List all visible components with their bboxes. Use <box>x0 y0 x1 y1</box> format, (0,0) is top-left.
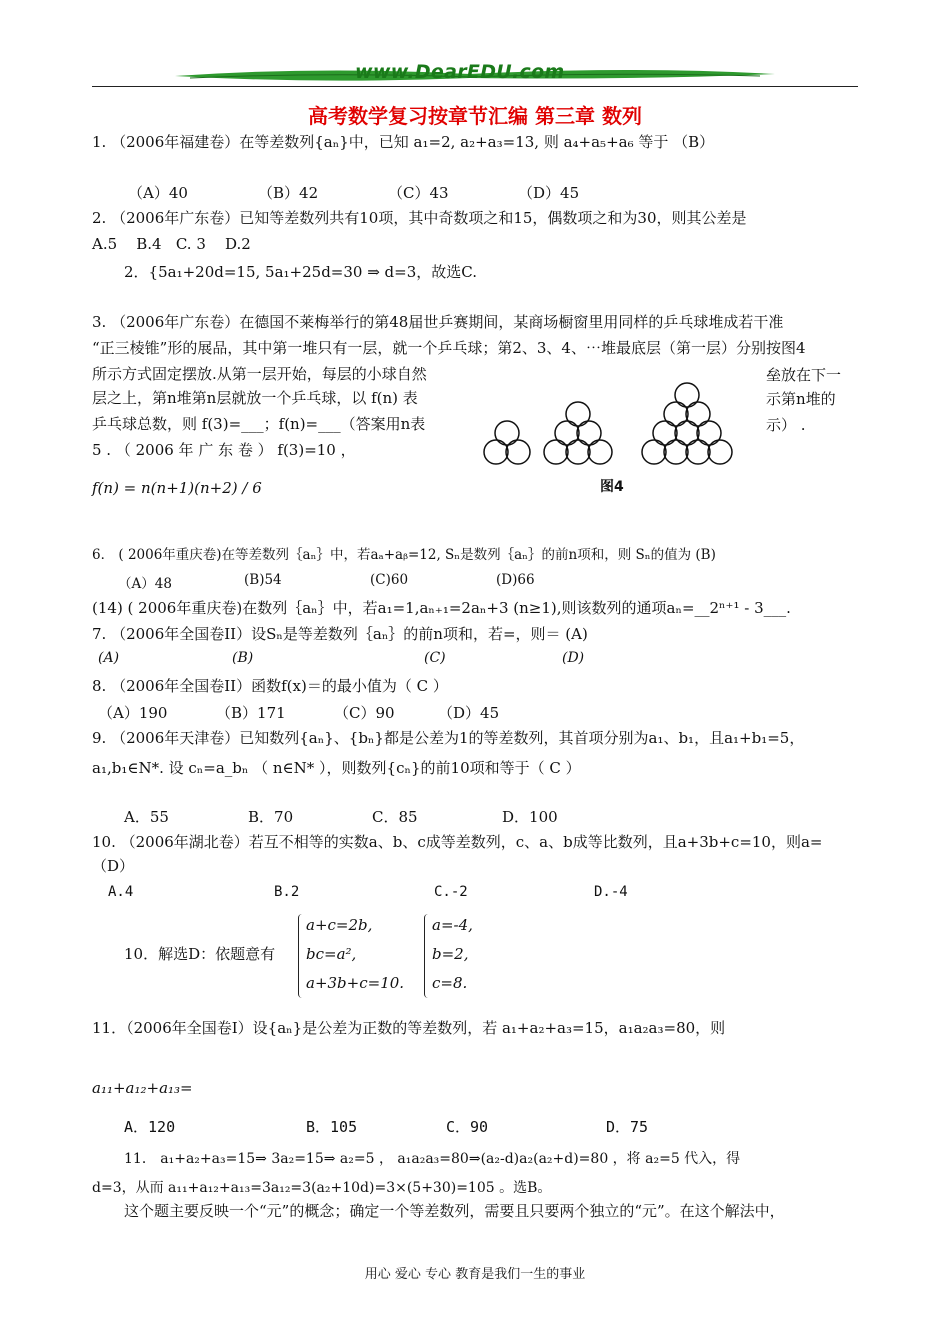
q11-option-d: D．75 <box>606 1118 649 1136</box>
q8-option-b: （B）171 <box>216 704 286 722</box>
q11-solution-2: d=3，从而 a₁₁+a₁₂+a₁₃=3a₁₂=3(a₂+10d)=3×(5+30)=105 。选B。 <box>92 1180 552 1196</box>
q9-option-a: A．55 <box>124 808 169 826</box>
q1-option-b: （B）42 <box>258 184 319 202</box>
q14-stem: (14) ( 2006年重庆卷)在数列｛aₙ｝中，若a₁=1,aₙ₊₁=2aₙ+3 (n≥1),则该数列的通项aₙ=__2ⁿ⁺¹ - 3___. <box>92 599 791 617</box>
header-rule <box>92 86 858 87</box>
q7-option-c: (C) <box>424 650 446 666</box>
q10-option-c: C.-2 <box>434 884 468 900</box>
q10-option-a: A.4 <box>108 884 134 900</box>
q7-stem: 7. （2006年全国卷II）设Sₙ是等差数列｛aₙ｝的前n项和，若=，则＝ (A) <box>92 625 588 643</box>
q10-brace-right <box>424 914 431 998</box>
q10-system-eq-1: a+c=2b, <box>306 916 373 934</box>
q9-option-c: C．85 <box>372 808 418 826</box>
page-footer: 用心 爱心 专心 教育是我们一生的事业 <box>364 1267 586 1282</box>
q8-option-d: （D）45 <box>438 704 500 722</box>
q2-solution: 2．{5a₁+20d=15, 5a₁+25d=30 ⇒ d=3，故选C. <box>124 263 477 281</box>
q11-option-c: C．90 <box>446 1118 489 1136</box>
q10-option-b: B.2 <box>274 884 300 900</box>
q1-option-a: （A）40 <box>128 184 188 202</box>
q11-stem: 11．（2006年全国卷Ⅰ）设{aₙ}是公差为正数的等差数列，若 a₁+a₂+a₃=15，a₁a₂a₃=80，则 <box>92 1019 726 1037</box>
q1-stem: 1. （2006年福建卷）在等差数列{aₙ}中，已知 a₁=2, a₂+a₃=13, 则 a₄+a₅+a₆ 等于 （B） <box>92 133 715 151</box>
q10-answer: （D） <box>92 857 135 875</box>
page-title: 高考数学复习按章节汇编 第三章 数列 <box>308 104 642 128</box>
q2-stem: 2. （2006年广东卷）已知等差数列共有10项，其中奇数项之和15，偶数项之和为30，则其公差是 <box>92 209 747 227</box>
q11-solution-1: 11． a₁+a₂+a₃=15⇒ 3a₂=15⇒ a₂=5 ， a₁a₂a₃=80⇒(a₂-d)a₂(a₂+d)=80 ，将 a₂=5 代入，得 <box>124 1151 741 1167</box>
q11-stem-2: a₁₁+a₁₂+a₁₃= <box>92 1079 193 1097</box>
q9-line-2: a₁,b₁∈N*. 设 cₙ=a_bₙ （ n∈N* ），则数列{cₙ}的前10项和等于（ C ） <box>92 759 581 777</box>
q6-stem: 6． ( 2006年重庆卷)在等差数列｛aₙ｝中，若aₐ+aᵦ=12, Sₙ是数列｛aₙ｝的前n项和，则 Sₙ的值为 (B) <box>92 547 716 563</box>
q1-option-d: （D）45 <box>518 184 580 202</box>
ping-pong-stack-figure <box>478 364 758 494</box>
q11-option-b: B．105 <box>306 1118 358 1136</box>
q10-option-d: D.-4 <box>594 884 628 900</box>
q6-option-c: (C)60 <box>370 572 409 588</box>
q7-option-a: (A) <box>98 650 120 666</box>
q3-line-6: 5 . （ 2006 年 广 东 卷 ） f(3)=10 ， <box>92 441 356 459</box>
q3-line-3a: 所示方式固定摆放.从第一层开始，每层的小球自然 <box>92 365 427 383</box>
q10-result-a: a=-4, <box>432 916 473 934</box>
q3-line-5b: 示） . <box>766 416 806 434</box>
q3-line-5a: 乒乓球总数，则 f(3)=___；f(n)=___（答案用n表 <box>92 415 426 433</box>
q9-option-d: D．100 <box>502 808 558 826</box>
q3-formula: f(n) = n(n+1)(n+2) / 6 <box>92 479 262 497</box>
q11-note: 这个题主要反映一个“元”的概念；确定一个等差数列，需要且只要两个独立的“元”。在这个解法中， <box>124 1202 785 1220</box>
q3-line-4a: 层之上，第n堆第n层就放一个乒乓球，以 f(n) 表 <box>92 389 418 407</box>
q7-option-b: (B) <box>232 650 254 666</box>
q8-option-a: （A）190 <box>98 704 168 722</box>
q9-option-b: B．70 <box>248 808 294 826</box>
q3-line-4b: 示第n堆的 <box>766 390 836 408</box>
q10-result-b: b=2, <box>432 945 469 963</box>
q8-stem: 8. （2006年全国卷II）函数f(x)＝的最小值为（ C ） <box>92 677 448 695</box>
q1-option-c: （C）43 <box>388 184 449 202</box>
q6-option-b: (B)54 <box>244 572 282 588</box>
q10-solution-prefix: 10．解选D：依题意有 <box>124 945 276 963</box>
q6-option-a: （A）48 <box>118 576 172 592</box>
q6-option-d: (D)66 <box>496 572 535 588</box>
q10-system-eq-2: bc=a², <box>306 945 357 963</box>
q10-system-eq-3: a+3b+c=10. <box>306 974 405 992</box>
q7-option-d: (D) <box>562 650 585 666</box>
q8-option-c: （C）90 <box>334 704 395 722</box>
q10-stem: 10. （2006年湖北卷）若互不相等的实数a、b、c成等差数列，c、a、b成等比数列，且a+3b+c=10，则a= <box>92 833 823 851</box>
q2-options: A.5 B.4 C. 3 D.2 <box>92 235 251 253</box>
q3-line-2: “正三棱锥”形的展品，其中第一堆只有一层，就一个乒乓球；第2、3、4、⋯堆最底层（第一层）分别按图4 <box>92 339 806 357</box>
q3-line-1: 3. （2006年广东卷）在德国不莱梅举行的第48届世乒赛期间，某商场橱窗里用同样的乒乓球堆成若干准 <box>92 313 784 331</box>
q10-brace-left <box>298 914 305 998</box>
q3-line-3b: 垒放在下一 <box>766 366 842 384</box>
q10-result-c: c=8. <box>432 974 468 992</box>
figure-caption: 图4 <box>600 479 624 495</box>
logo-text[interactable]: www.DearEDU.com <box>355 61 565 83</box>
q11-option-a: A．120 <box>124 1118 176 1136</box>
q9-line-1: 9. （2006年天津卷）已知数列{aₙ}、{bₙ}都是公差为1的等差数列，其首项分别为a₁、b₁，且a₁+b₁=5， <box>92 729 805 747</box>
